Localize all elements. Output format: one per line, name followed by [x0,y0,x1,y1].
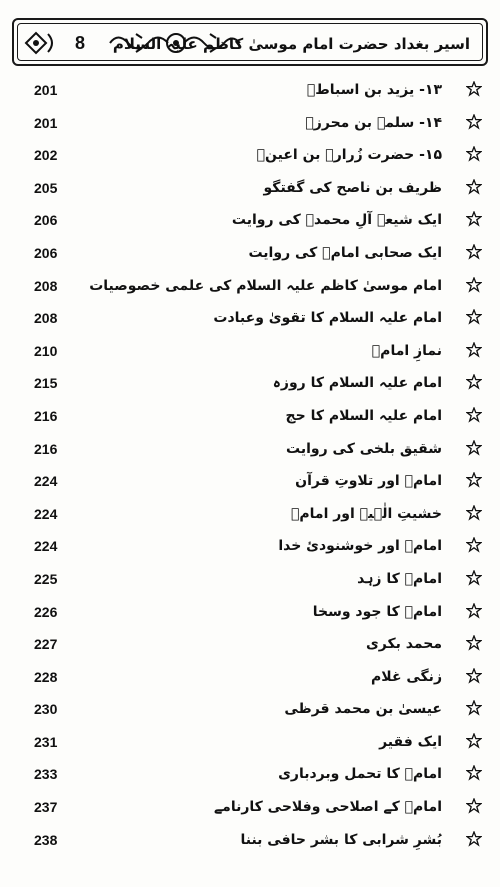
star-bullet-icon [466,635,482,651]
toc-page-number: 206 [34,212,58,229]
toc-entry [0,107,500,140]
toc-entry [0,693,500,726]
toc-title: زنگی غلام [371,668,442,685]
toc-entry [0,563,500,596]
star-bullet-icon [466,603,482,619]
toc-title: بُشرِ شرابی کا بشر حافی بننا [240,831,442,848]
toc-entry [0,335,500,368]
toc-title: ۱۵- حضرت زُرارہ بن اعینؓ [256,147,442,164]
toc-entry [0,270,500,303]
star-bullet-icon [466,505,482,521]
toc-title: امام موسیٰ کاظم علیہ السلام کی علمی خصوصیات [89,277,442,294]
star-bullet-icon [466,277,482,293]
toc-page-number: 238 [34,831,58,848]
star-bullet-icon [466,733,482,749]
toc-page-number: 208 [34,310,58,327]
toc-title: نمازِ امامؑ [371,342,442,359]
star-bullet-icon [466,114,482,130]
star-bullet-icon [466,798,482,814]
star-bullet-icon [466,179,482,195]
star-bullet-icon [466,472,482,488]
toc-entry [0,824,500,857]
toc-title: امامؑ کا جود وسخا [312,603,442,620]
star-bullet-icon [466,244,482,260]
toc-title: خشیتِ الٰہیہ اور امامؑ [290,505,442,522]
toc-page-number: 230 [34,701,58,718]
toc-title: امامؑ اور خوشنودیٔ خدا [278,538,442,555]
toc-entry [0,433,500,466]
toc-page-number: 224 [34,473,58,490]
toc-title: ۱۴- سلمہ بن محرزؓ [305,114,442,131]
toc-page-number: 237 [34,799,58,816]
toc-page-number: 216 [34,440,58,457]
toc-entry [0,172,500,205]
toc-entry [0,204,500,237]
star-bullet-icon [466,81,482,97]
toc-entry [0,237,500,270]
toc-page-number: 206 [34,244,58,261]
toc-title: ۱۳- یزید بن اسباطؓ [306,82,442,98]
star-bullet-icon [466,668,482,684]
toc-page-number: 202 [34,147,58,164]
toc-page-number: 210 [34,342,58,359]
toc-page-number: 215 [34,375,58,392]
toc-entry [0,465,500,498]
toc-page-number: 208 [34,277,58,294]
toc-page-number: 231 [34,733,58,750]
toc-title: محمد بکری [365,636,442,653]
toc-title: امامؑ کا زہد [357,570,442,587]
toc-entry [0,628,500,661]
toc-title: عیسیٰ بن محمد قرظی [284,701,442,718]
toc-entry [0,726,500,759]
toc-entry [0,758,500,791]
star-bullet-icon [466,146,482,162]
toc-entry [0,530,500,563]
star-bullet-icon [466,765,482,781]
toc-entry [0,791,500,824]
toc-title: امامؑ کا تحمل وبردباری [278,766,442,783]
toc-entry [0,400,500,433]
toc-title: ایک صحابی امامؑ کی روایت [248,244,442,261]
star-bullet-icon [466,537,482,553]
toc-title: ایک فقیر [379,733,442,750]
star-bullet-icon [466,700,482,716]
toc-page-number: 233 [34,766,58,783]
star-bullet-icon [466,342,482,358]
toc-title: امامؑ کے اصلاحی وفلاحی کارنامے [213,799,442,816]
toc-page-number: 201 [34,114,58,131]
toc-page-number: 201 [34,82,58,98]
toc-entry [0,74,500,107]
toc-page-number: 228 [34,668,58,685]
toc-title: ظریف بن ناصح کی گفتگو [263,179,442,196]
toc-title: امام علیہ السلام کا روزہ [272,375,442,392]
toc-entry [0,661,500,694]
toc-page-number: 224 [34,505,58,522]
left-ornament-icon [22,28,62,58]
star-bullet-icon [466,407,482,423]
star-bullet-icon [466,440,482,456]
star-bullet-icon [466,570,482,586]
star-bullet-icon [466,374,482,390]
star-bullet-icon [466,309,482,325]
toc-page-number: 216 [34,407,58,424]
toc-entry [0,139,500,172]
toc-title: امام علیہ السلام کا حج [285,407,442,424]
toc-entry [0,367,500,400]
toc-page-number: 224 [34,538,58,555]
book-title: اسیر بغداد حضرت امام موسیٰ کاظم علیہ السلام [112,35,470,53]
page-number: 8 [74,33,85,53]
toc-title: شقیق بلخی کی روایت [286,440,442,457]
toc-entry [0,498,500,531]
toc-page-number: 226 [34,603,58,620]
toc-page-number: 227 [34,636,58,653]
star-bullet-icon [466,831,482,847]
table-of-contents [0,74,500,856]
toc-title: امام علیہ السلام کا تقویٰ وعبادت [213,310,442,327]
page-header [12,18,488,66]
toc-entry [0,596,500,629]
toc-page-number: 205 [34,179,58,196]
star-bullet-icon [466,211,482,227]
toc-title: ایک شیعہ آلِ محمدؐ کی روایت [231,212,442,229]
toc-page-number: 225 [34,570,58,587]
toc-entry [0,302,500,335]
toc-title: امامؑ اور تلاوتِ قرآن [295,473,442,490]
